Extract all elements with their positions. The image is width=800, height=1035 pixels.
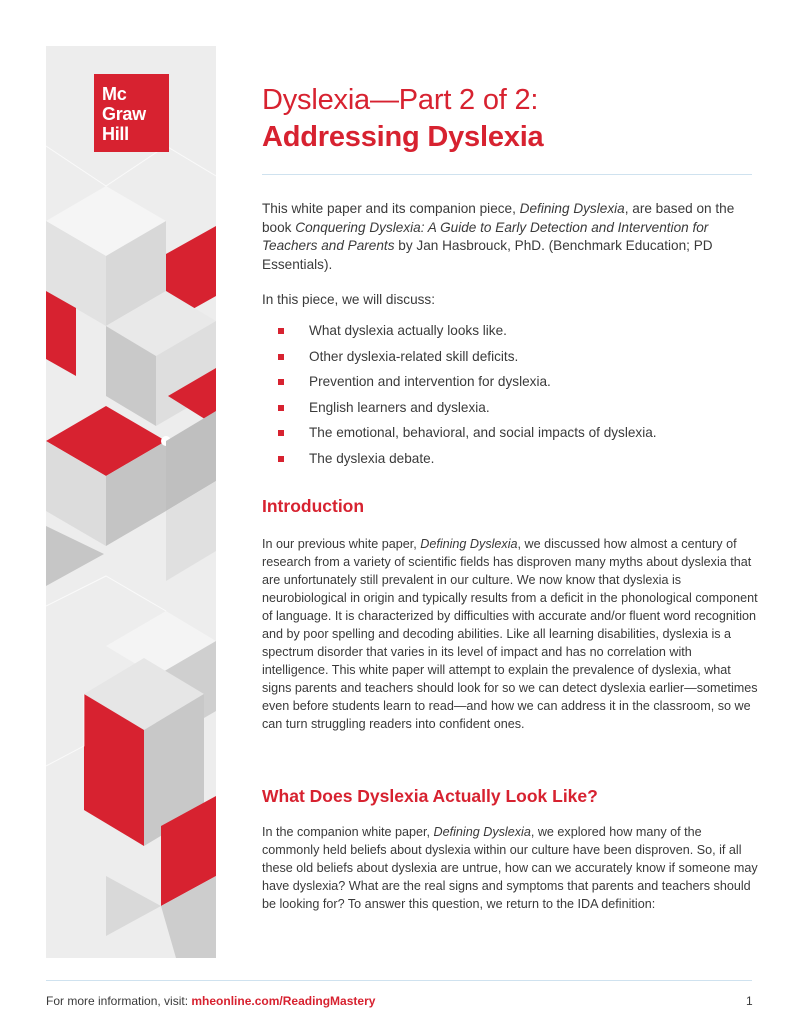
list-item-text: What dyslexia actually looks like. bbox=[309, 323, 507, 338]
list-item bbox=[278, 349, 657, 375]
intro-companion-title: Defining Dyslexia bbox=[519, 201, 625, 216]
paragraph-italic-title: Defining Dyslexia bbox=[420, 537, 518, 551]
header-divider bbox=[262, 174, 752, 175]
list-item-text: Other dyslexia-related skill deficits. bbox=[309, 348, 519, 364]
bullet-square-icon bbox=[278, 379, 284, 385]
bullet-square-icon bbox=[278, 430, 284, 436]
list-item bbox=[278, 425, 657, 451]
page-title-line-1: Dyslexia—Part 2 of 2: bbox=[262, 84, 539, 116]
intro-text: This white paper and its companion piece, bbox=[262, 201, 520, 216]
list-item bbox=[278, 400, 657, 426]
list-item bbox=[278, 374, 657, 400]
footer-info bbox=[46, 994, 375, 1008]
list-item-text: Prevention and intervention for dyslexia. bbox=[309, 374, 551, 390]
logo-line-3: Hill bbox=[102, 124, 129, 144]
mcgraw-hill-logo[interactable] bbox=[94, 74, 169, 152]
intro-text: by Jan Hasbrouck, PhD. (Benchmark Education; PD Essentials). bbox=[262, 238, 713, 272]
paragraph-text: In the companion white paper, bbox=[262, 825, 434, 839]
footer-label: For more information, visit: bbox=[46, 994, 192, 1008]
footer-divider bbox=[46, 980, 752, 981]
paragraph-text: In our previous white paper, bbox=[262, 537, 421, 551]
paragraph-text: , we explored how many of the commonly held beliefs about dyslexia within our culture have been disproven. So, if all these old beliefs about dyslexia are untrue, how can we accurately know if someone may have dyslexia? What are the real signs and symptoms that parents and teachers should be looking for? To answer this question, we return to the IDA definition: bbox=[262, 825, 758, 911]
look-like-paragraph bbox=[262, 823, 758, 913]
list-item-text: The emotional, behavioral, and social impacts of dyslexia. bbox=[309, 425, 657, 441]
cube-pattern-graphic bbox=[46, 46, 216, 958]
discuss-lead-in: In this piece, we will discuss: bbox=[262, 292, 436, 307]
sidebar-decoration bbox=[46, 46, 216, 958]
bullet-square-icon bbox=[278, 405, 284, 411]
section-heading-introduction: Introduction bbox=[262, 496, 365, 516]
list-item bbox=[278, 451, 657, 477]
logo-line-1: Mc bbox=[102, 84, 127, 104]
page-number: 1 bbox=[746, 994, 753, 1008]
section-heading-what-dyslexia-looks-like: What Does Dyslexia Actually Look Like? bbox=[262, 786, 598, 806]
list-item-text: The dyslexia debate. bbox=[309, 450, 435, 466]
bullet-square-icon bbox=[278, 328, 284, 334]
page-title-line-2: Addressing Dyslexia bbox=[262, 121, 544, 153]
intro-text: , are based on the book bbox=[262, 201, 735, 235]
paragraph-italic-title: Defining Dyslexia bbox=[433, 825, 531, 839]
logo-line-2: Graw bbox=[102, 104, 146, 124]
intro-paragraph bbox=[262, 200, 752, 274]
footer-link[interactable]: mheonline.com/ReadingMastery bbox=[191, 994, 376, 1008]
topics-list bbox=[278, 323, 657, 477]
paragraph-text: , we discussed how almost a century of research from a variety of scientific fields has disproven many myths about dyslexia that are unfortunately still prevalent in our culture. We now know that dyslexia is neurobiological in origin and typically results from a deficit in the phonological component of language. It is characterized by difficulties with accurate and/or fluent word recognition and by poor spelling and decoding abilities. Like all learning disabilities, dyslexia is a spectrum disorder that varies in its level of impact and has no correlation with intelligence. This white paper will attempt to explain the prevalence of dyslexia, what signs parents and teachers should look for so we can detect dyslexia earlier—sometimes even before students learn to read—and how we can address it in the classroom, so we can turn struggling readers into confident ones. bbox=[262, 537, 758, 731]
list-item bbox=[278, 323, 657, 349]
bullet-square-icon bbox=[278, 456, 284, 462]
bullet-square-icon bbox=[278, 354, 284, 360]
introduction-paragraph bbox=[262, 535, 758, 733]
intro-book-title: Conquering Dyslexia: A Guide to Early Detection and Intervention for Teachers and Parents bbox=[262, 219, 709, 254]
list-item-text: English learners and dyslexia. bbox=[309, 399, 490, 415]
